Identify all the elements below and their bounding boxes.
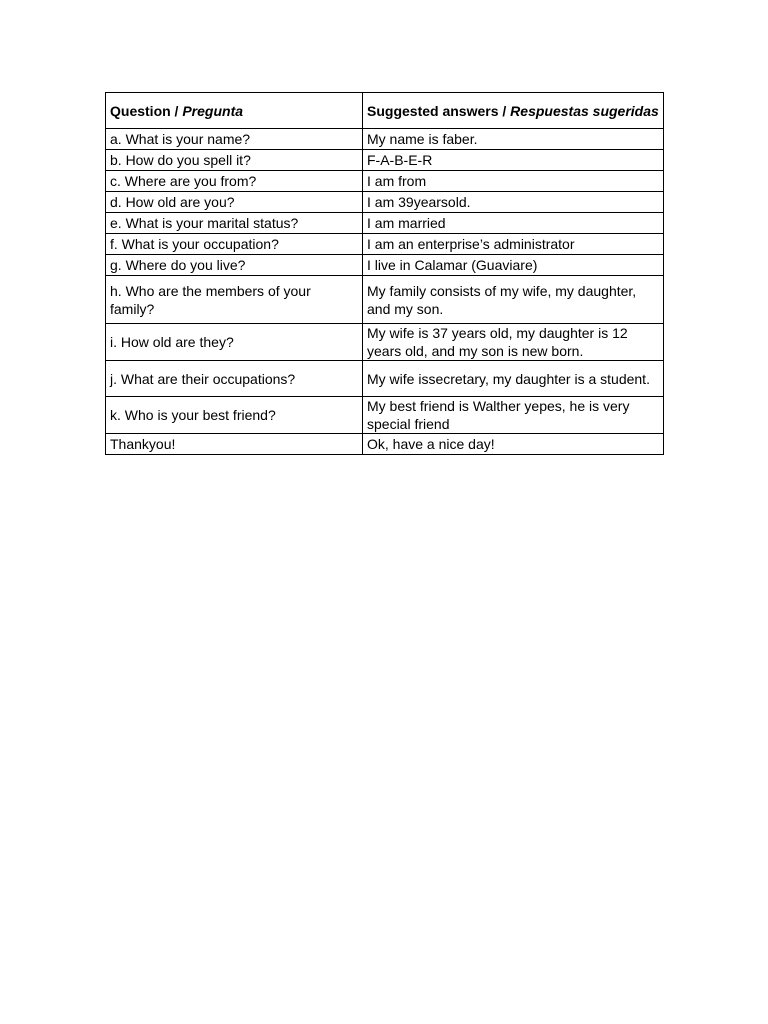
answer-cell: I am 39yearsold. bbox=[363, 192, 664, 213]
table-row bbox=[106, 324, 664, 361]
answer-cell: My wife is 37 years old, my daughter is 12 years old, and my son is new born. bbox=[363, 324, 664, 361]
answer-cell: I live in Calamar (Guaviare) bbox=[363, 255, 664, 276]
answer-cell: My wife issecretary, my daughter is a student. bbox=[363, 361, 664, 397]
question-cell: d. How old are you? bbox=[106, 192, 363, 213]
answer-cell: My name is faber. bbox=[363, 129, 664, 150]
table-row bbox=[106, 397, 664, 434]
table-row bbox=[106, 129, 664, 150]
question-cell: j. What are their occupations? bbox=[106, 361, 363, 397]
header-answer bbox=[363, 93, 664, 129]
question-cell: Thankyou! bbox=[106, 434, 363, 455]
answer-cell: Ok, have a nice day! bbox=[363, 434, 664, 455]
header-question-label: Question / bbox=[110, 102, 183, 119]
table-row bbox=[106, 213, 664, 234]
table-row bbox=[106, 434, 664, 455]
answer-cell: I am from bbox=[363, 171, 664, 192]
question-cell: i. How old are they? bbox=[106, 324, 363, 361]
answer-cell: F-A-B-E-R bbox=[363, 150, 664, 171]
question-cell: h. Who are the members of your family? bbox=[106, 276, 363, 324]
question-cell: k. Who is your best friend? bbox=[106, 397, 363, 434]
question-cell: e. What is your marital status? bbox=[106, 213, 363, 234]
question-cell: f. What is your occupation? bbox=[106, 234, 363, 255]
question-cell: c. Where are you from? bbox=[106, 171, 363, 192]
table-row bbox=[106, 276, 664, 324]
question-answer-table bbox=[105, 92, 664, 455]
table-row bbox=[106, 234, 664, 255]
header-question bbox=[106, 93, 363, 129]
answer-cell: I am married bbox=[363, 213, 664, 234]
table-row bbox=[106, 171, 664, 192]
header-answer-translation: Respuestas sugeridas bbox=[510, 102, 659, 119]
answer-cell: My family consists of my wife, my daughter, and my son. bbox=[363, 276, 664, 324]
question-cell: a. What is your name? bbox=[106, 129, 363, 150]
header-answer-label: Suggested answers / bbox=[367, 102, 511, 119]
answer-cell: I am an enterprise’s administrator bbox=[363, 234, 664, 255]
table-row bbox=[106, 150, 664, 171]
question-cell: b. How do you spell it? bbox=[106, 150, 363, 171]
header-question-translation: Pregunta bbox=[182, 102, 244, 119]
table-row bbox=[106, 255, 664, 276]
question-cell: g. Where do you live? bbox=[106, 255, 363, 276]
table-row bbox=[106, 361, 664, 397]
answer-cell: My best friend is Walther yepes, he is very special friend bbox=[363, 397, 664, 434]
table-header-row bbox=[106, 93, 664, 129]
table-row bbox=[106, 192, 664, 213]
